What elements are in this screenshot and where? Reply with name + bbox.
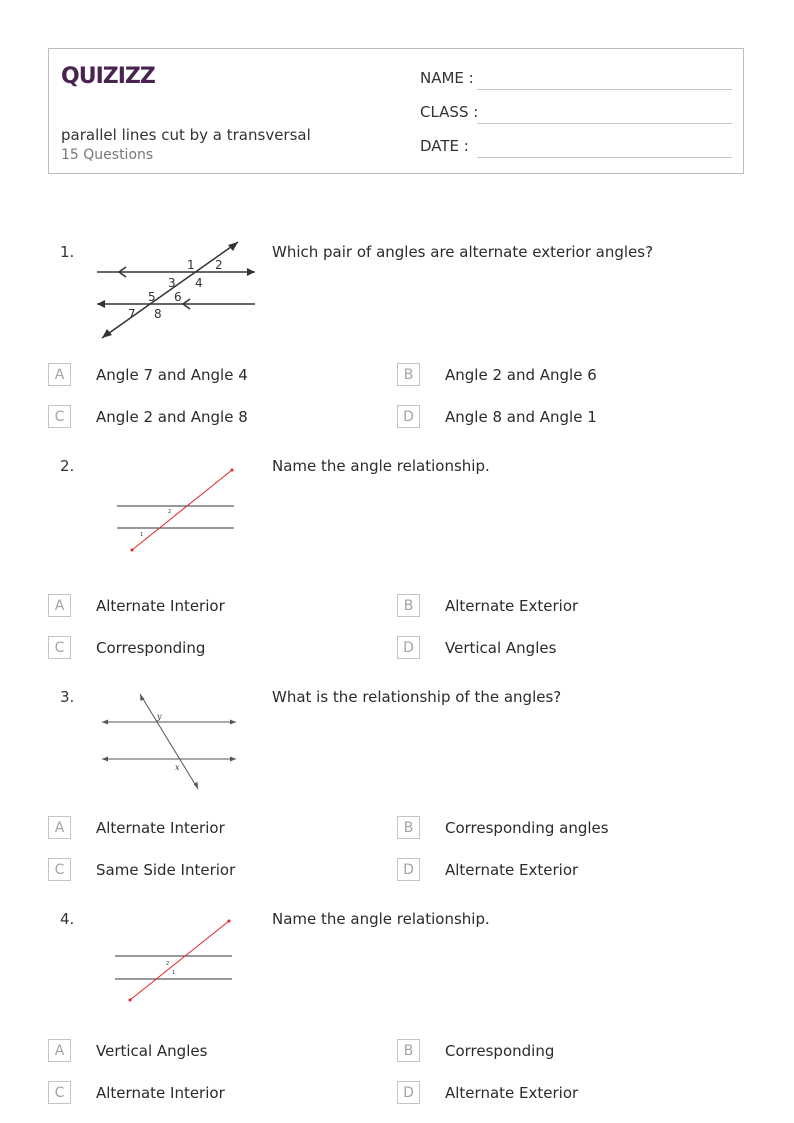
transversal-line-red bbox=[130, 921, 229, 1000]
option-b-text[interactable]: Corresponding angles bbox=[445, 819, 609, 837]
arrowhead bbox=[230, 757, 236, 762]
question-text: Name the angle relationship. bbox=[272, 457, 490, 475]
parallel-lines-figure-3 bbox=[96, 688, 242, 794]
quizizz-logo bbox=[61, 59, 161, 89]
option-d-text[interactable]: Alternate Exterior bbox=[445, 1084, 579, 1102]
question-number: 3. bbox=[60, 688, 75, 706]
option-b-box[interactable]: B bbox=[397, 1039, 420, 1062]
angle-label: 3 bbox=[168, 276, 176, 290]
angle-label: 8 bbox=[154, 307, 162, 321]
option-c-box[interactable]: C bbox=[48, 858, 71, 881]
option-c-text[interactable]: Angle 2 and Angle 8 bbox=[96, 408, 248, 426]
angle-label: y bbox=[157, 712, 162, 721]
angle-label: 2 bbox=[215, 258, 223, 272]
date-line bbox=[477, 157, 732, 158]
question-number: 4. bbox=[60, 910, 75, 928]
logo-text: QUIZIZZ bbox=[61, 64, 155, 89]
class-line bbox=[477, 123, 732, 124]
name-field[interactable] bbox=[420, 69, 474, 87]
question-number: 1. bbox=[60, 243, 75, 261]
option-a-box[interactable]: A bbox=[48, 1039, 71, 1062]
angle-label: 5 bbox=[148, 290, 156, 304]
transversal-end-dot bbox=[228, 920, 231, 923]
option-d-text[interactable]: Alternate Exterior bbox=[445, 861, 579, 879]
transversal-end-dot bbox=[129, 999, 132, 1002]
worksheet-header bbox=[48, 48, 744, 174]
question-count: 15 Questions bbox=[61, 147, 154, 163]
line-arrowhead-top bbox=[247, 268, 255, 276]
option-d-text[interactable]: Angle 8 and Angle 1 bbox=[445, 408, 597, 426]
question-number: 2. bbox=[60, 457, 75, 475]
option-c-text[interactable]: Corresponding bbox=[96, 639, 206, 657]
class-label: CLASS : bbox=[420, 103, 479, 121]
option-c-box[interactable]: C bbox=[48, 405, 71, 428]
name-label: NAME : bbox=[420, 69, 474, 87]
option-a-text[interactable]: Angle 7 and Angle 4 bbox=[96, 366, 248, 384]
option-b-box[interactable]: B bbox=[397, 816, 420, 839]
question-text: Name the angle relationship. bbox=[272, 910, 490, 928]
transversal-line bbox=[102, 242, 238, 338]
angle-label: x bbox=[175, 763, 180, 772]
option-d-box[interactable]: D bbox=[397, 636, 420, 659]
transversal-end-dot bbox=[131, 549, 134, 552]
option-c-text[interactable]: Same Side Interior bbox=[96, 861, 236, 879]
angle-label: 2 bbox=[168, 509, 172, 515]
option-b-text[interactable]: Angle 2 and Angle 6 bbox=[445, 366, 597, 384]
angle-label: 4 bbox=[195, 276, 203, 290]
option-a-text[interactable]: Vertical Angles bbox=[96, 1042, 208, 1060]
name-line bbox=[477, 89, 732, 90]
option-a-text[interactable]: Alternate Interior bbox=[96, 597, 225, 615]
option-a-text[interactable]: Alternate Interior bbox=[96, 819, 225, 837]
angle-label: 1 bbox=[172, 970, 176, 976]
arrowhead bbox=[230, 720, 236, 725]
option-d-text[interactable]: Vertical Angles bbox=[445, 639, 557, 657]
option-c-box[interactable]: C bbox=[48, 636, 71, 659]
option-b-text[interactable]: Alternate Exterior bbox=[445, 597, 579, 615]
angle-label: 6 bbox=[174, 290, 182, 304]
angle-label: 7 bbox=[128, 307, 136, 321]
option-c-text[interactable]: Alternate Interior bbox=[96, 1084, 225, 1102]
option-d-box[interactable]: D bbox=[397, 858, 420, 881]
option-d-box[interactable]: D bbox=[397, 1081, 420, 1104]
option-d-box[interactable]: D bbox=[397, 405, 420, 428]
transversal-line-red bbox=[132, 470, 232, 550]
angle-label: 1 bbox=[187, 258, 195, 272]
option-a-box[interactable]: A bbox=[48, 363, 71, 386]
line-arrowhead-bottom bbox=[97, 300, 105, 308]
option-b-box[interactable]: B bbox=[397, 594, 420, 617]
angle-label: 1 bbox=[140, 532, 144, 538]
transversal-line bbox=[140, 694, 198, 789]
parallel-lines-figure-2 bbox=[110, 464, 242, 556]
option-a-box[interactable]: A bbox=[48, 594, 71, 617]
question-text: What is the relationship of the angles? bbox=[272, 688, 562, 706]
question-text: Which pair of angles are alternate exterior angles? bbox=[272, 243, 654, 261]
option-a-box[interactable]: A bbox=[48, 816, 71, 839]
parallel-lines-figure-4 bbox=[110, 916, 240, 1006]
date-label: DATE : bbox=[420, 137, 469, 155]
option-b-text[interactable]: Corresponding bbox=[445, 1042, 555, 1060]
arrowhead bbox=[102, 720, 108, 725]
arrowhead bbox=[102, 757, 108, 762]
transversal-arrowhead-bottom bbox=[102, 329, 112, 338]
date-field[interactable] bbox=[420, 137, 469, 155]
parallel-lines-figure-1 bbox=[92, 236, 262, 346]
transversal-end-dot bbox=[231, 469, 234, 472]
worksheet-title: parallel lines cut by a transversal bbox=[61, 126, 311, 144]
option-c-box[interactable]: C bbox=[48, 1081, 71, 1104]
angle-label: 2 bbox=[166, 961, 170, 967]
transversal-arrowhead-top bbox=[228, 242, 238, 251]
option-b-box[interactable]: B bbox=[397, 363, 420, 386]
class-field[interactable] bbox=[420, 103, 478, 121]
